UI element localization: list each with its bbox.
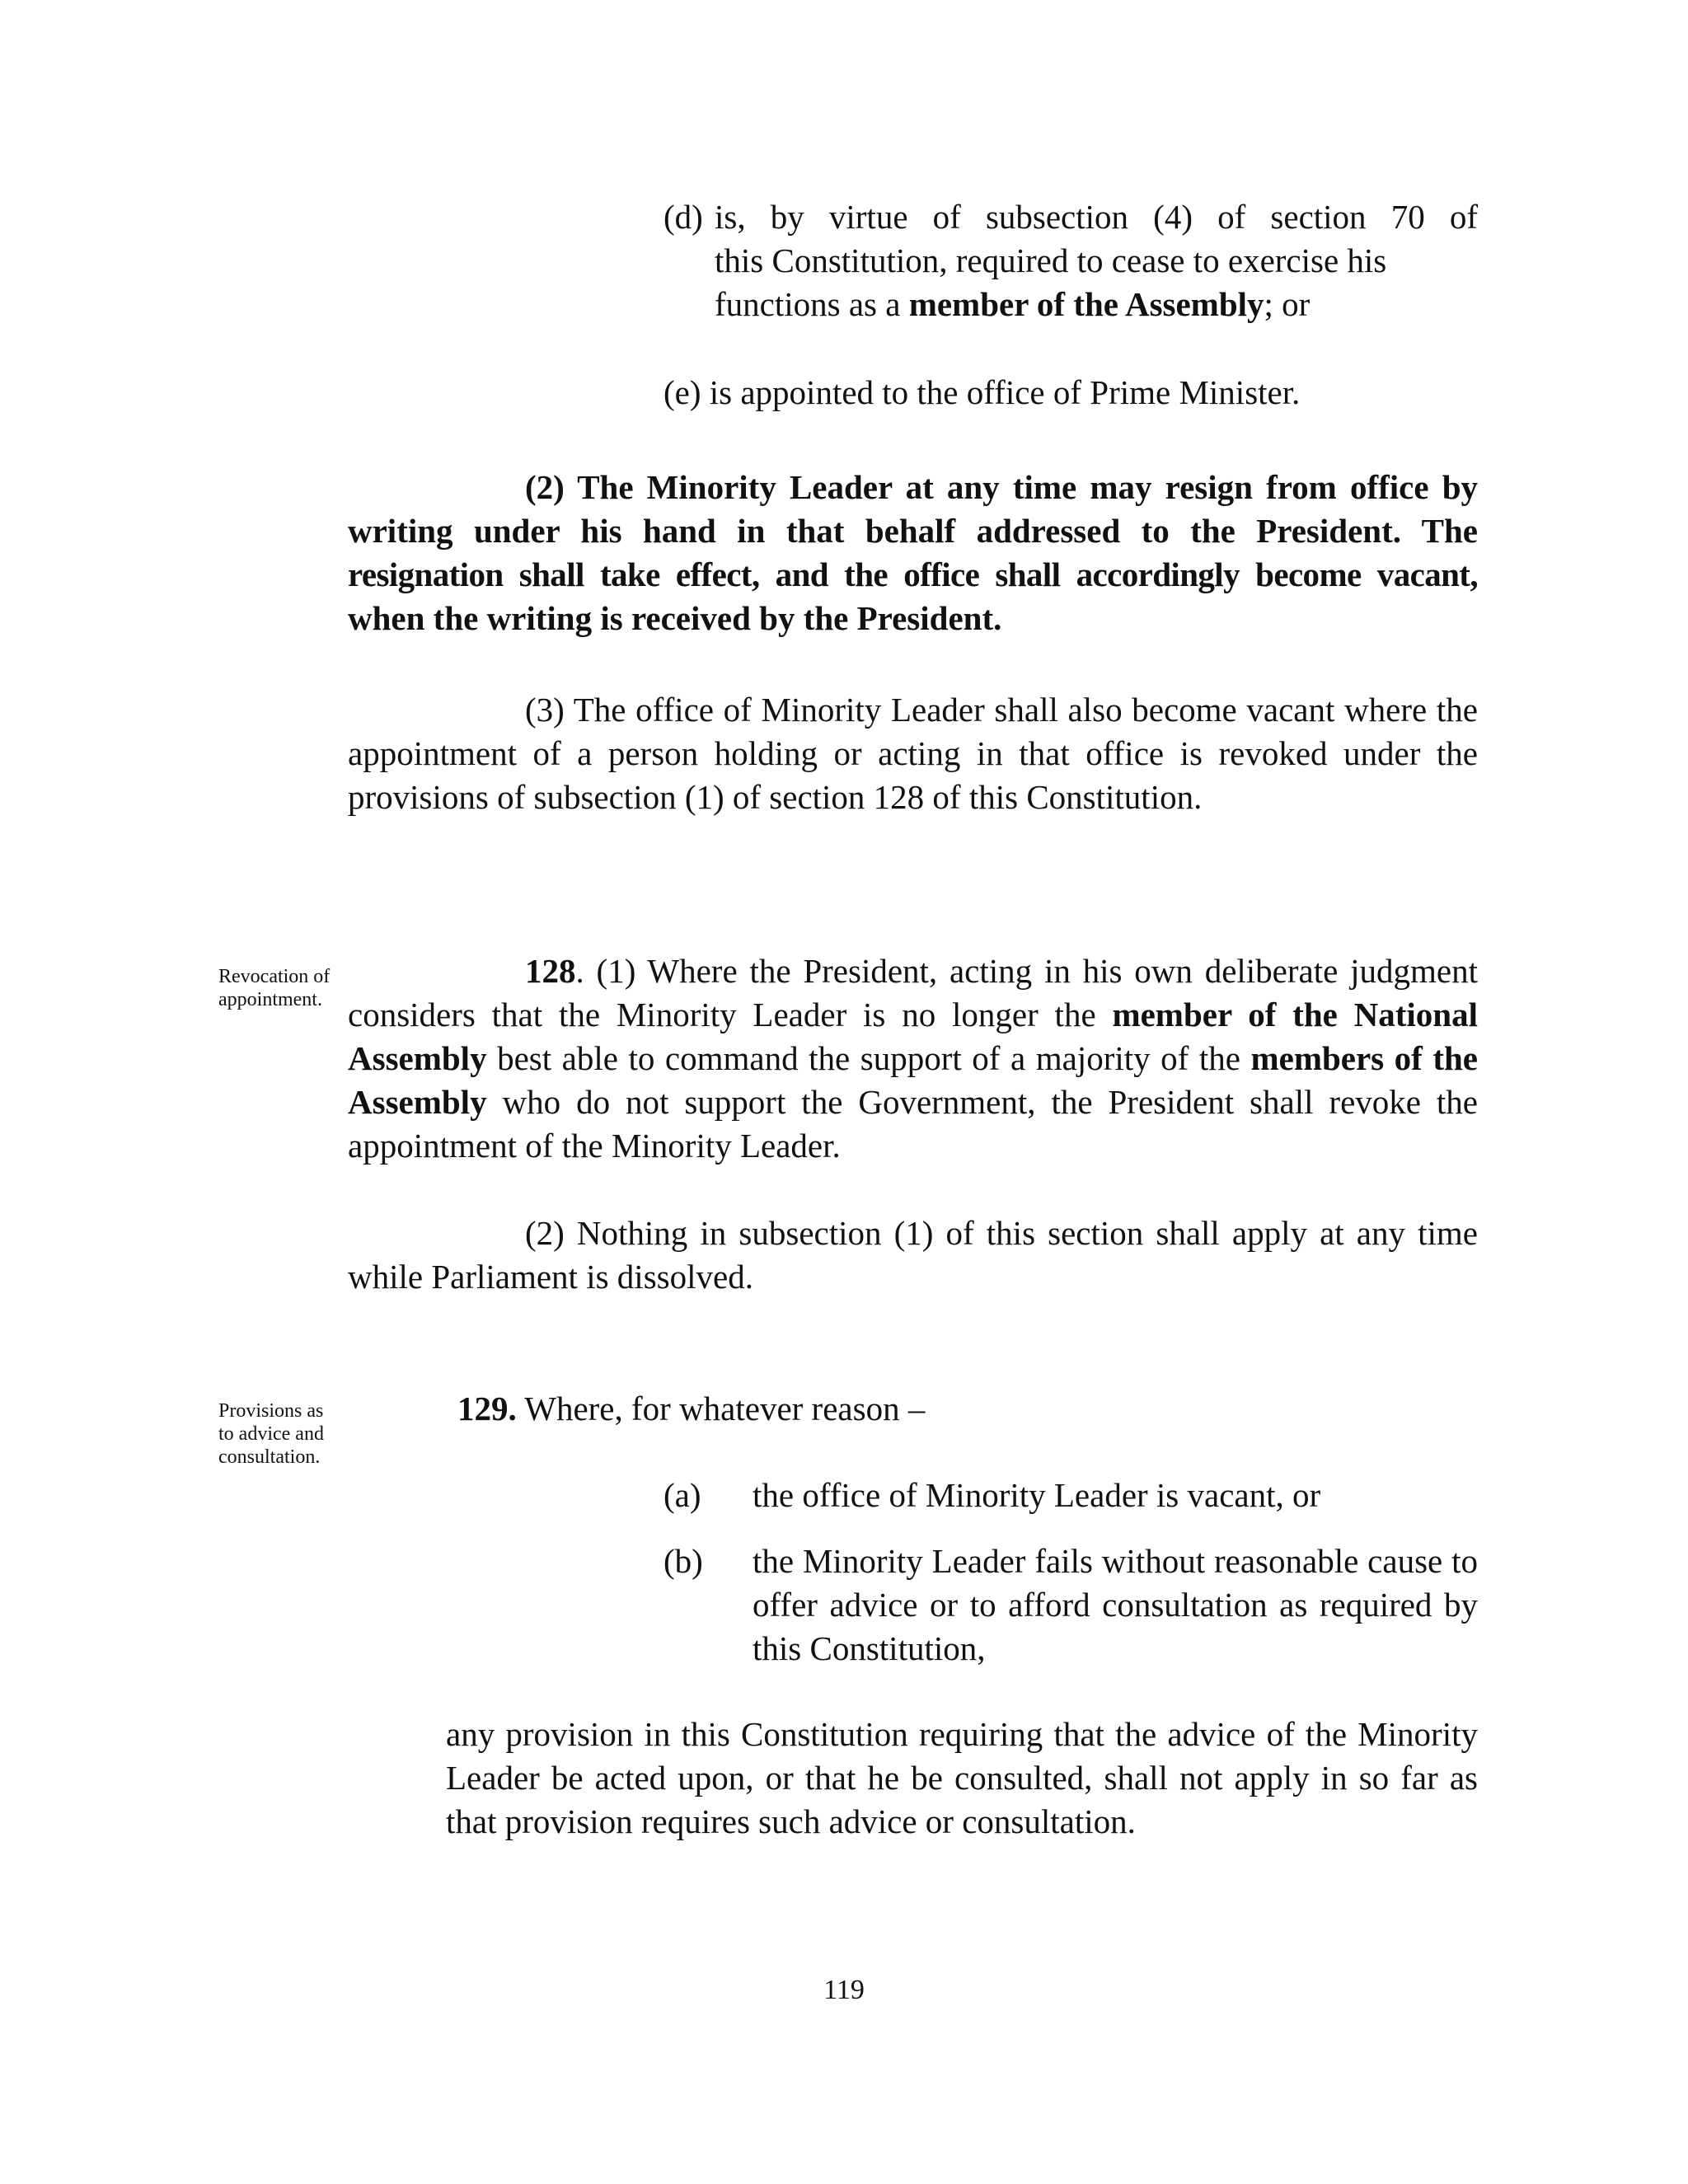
- section-129-item-b-text: the Minority Leader fails without reasonable cause to offer advice or to afford consultation as required by this Constitution,: [753, 1542, 1478, 1667]
- subsection-2-line-2: writing under his hand in that behalf addressed to the President. The: [348, 512, 1478, 550]
- section-128-subsection-2: [348, 1212, 1478, 1299]
- item-d-line-3-post: ; or: [1264, 285, 1311, 323]
- section-129-item-a: [663, 1474, 1478, 1517]
- section-128-subsection-1: [348, 949, 1478, 1168]
- subsection-2-line-4: when the writing is received by the President.: [348, 599, 1002, 637]
- subsection-2: [348, 466, 1478, 640]
- item-e-text: (e) is appointed to the office of Prime Minister.: [663, 373, 1301, 411]
- section-128-bold-term-2: members of the Assembly: [348, 1039, 1478, 1121]
- section-129-conclusion-text: any provision in this Constitution requiring that the advice of the Minority Leader be acted upon, or that he be consulted, shall not apply in so far as that provision requires such advice or consultation.: [446, 1715, 1478, 1840]
- item-d-line-1: is, by virtue of subsection (4) of section 70 of: [715, 198, 1478, 236]
- section-129-item-b: [663, 1540, 1478, 1671]
- page-number: 119: [823, 1975, 865, 2005]
- section-129-conclusion: [446, 1713, 1478, 1844]
- section-129-item-b-label: (b): [663, 1542, 703, 1580]
- section-128-bold-term-1: member of the National Assembly: [348, 996, 1478, 1077]
- item-d-bold-term: member of the Assembly: [908, 285, 1264, 323]
- section-128-text-part-2: best able to command the support of a majority of the: [486, 1039, 1251, 1077]
- section-129-number: 129.: [457, 1390, 517, 1427]
- subsection-2-line-1: (2) The Minority Leader at any time may resign from office by: [525, 468, 1478, 506]
- section-129-item-a-text: the office of Minority Leader is vacant, or: [753, 1476, 1321, 1514]
- section-129-intro: [457, 1387, 1478, 1431]
- item-d-label: (d): [663, 198, 703, 236]
- item-e: [663, 371, 1478, 415]
- section-128-text-part-3: who do not support the Government, the President shall revoke the appointment of the Minority Leader.: [348, 1083, 1478, 1165]
- subsection-3: [348, 688, 1478, 819]
- section-128-number: 128: [525, 952, 576, 990]
- subsection-3-text: (3) The office of Minority Leader shall also become vacant where the appointment of a person holding or acting in that office is revoked under the provisions of subsection (1) of section 128 of this Constitution.: [348, 691, 1478, 816]
- section-128-subsection-2-text: (2) Nothing in subsection (1) of this section shall apply at any time while Parliament is dissolved.: [348, 1214, 1478, 1296]
- subsection-2-line-3: resignation shall take effect, and the office shall accordingly become vacant,: [348, 555, 1478, 593]
- item-d-line-3-pre: functions as a: [715, 285, 909, 323]
- section-129-item-a-label: (a): [663, 1476, 701, 1514]
- margin-note-revocation-text: Revocation of appointment.: [218, 966, 331, 1010]
- section-128-text-part-1: . (1) Where the President, acting in his own deliberate judgment considers that the Minority Leader is no longer the: [348, 952, 1478, 1033]
- item-d-line-2: this Constitution, required to cease to exercise his: [715, 241, 1387, 279]
- section-129-intro-text: Where, for whatever reason –: [516, 1390, 926, 1427]
- item-d-line-3: [715, 283, 1478, 326]
- item-d: [663, 195, 1478, 326]
- margin-note-provisions: [218, 1399, 342, 1469]
- margin-note-revocation: [218, 965, 342, 1011]
- margin-note-provisions-text: Provisions as to advice and consultation.: [218, 1400, 324, 1468]
